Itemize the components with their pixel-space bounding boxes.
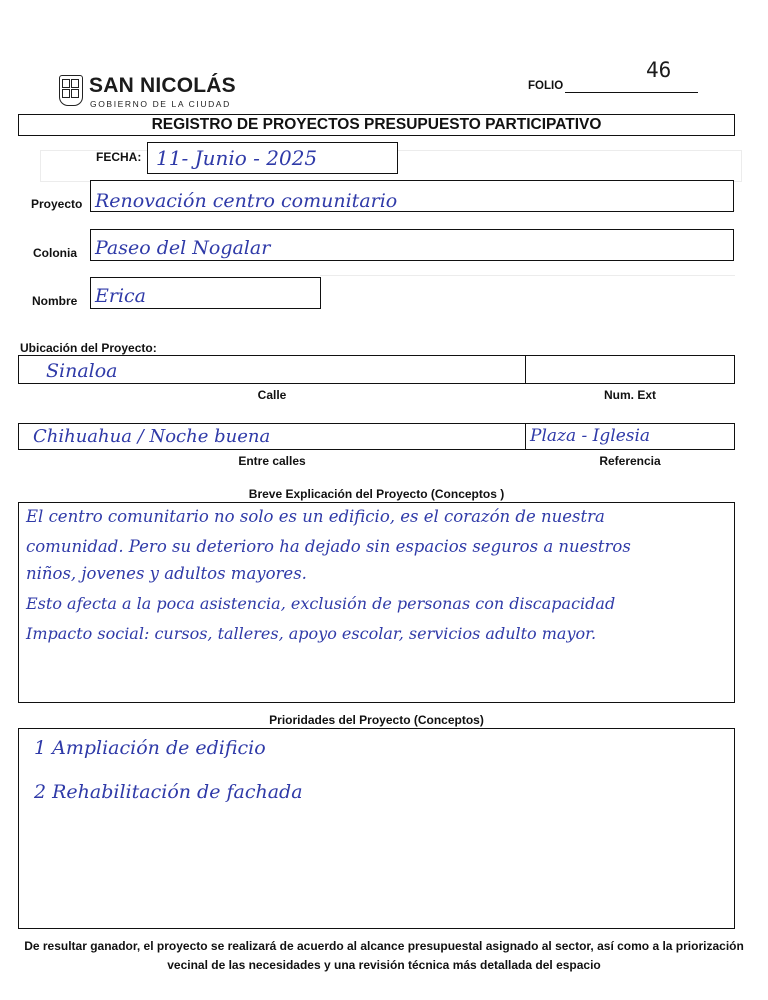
prioridad-item: 2 Rehabilitación de fachada (34, 781, 303, 803)
nombre-label: Nombre (32, 294, 78, 308)
calle-value: Sinaloa (46, 360, 118, 382)
colonia-value: Paseo del Nogalar (95, 237, 271, 259)
logo-subtitle: GOBIERNO DE LA CIUDAD (90, 99, 231, 109)
referencia-label: Referencia (599, 454, 661, 468)
folio-value: 46 (646, 58, 672, 82)
entre-calles-value: Chihuahua / Noche buena (33, 426, 271, 447)
city-shield-logo (59, 75, 83, 106)
num-ext-field[interactable] (525, 355, 735, 384)
folio-line (565, 92, 698, 93)
footer-line-2: vecinal de las necesidades y una revisión técnica más detallada del espacio (167, 958, 601, 972)
proyecto-value: Renovación centro comunitario (95, 190, 398, 212)
logo-title: SAN NICOLÁS (89, 74, 236, 97)
proyecto-label: Proyecto (31, 197, 83, 211)
nombre-value: Erica (95, 285, 146, 307)
bleed-through-text (320, 275, 735, 301)
fecha-label: FECHA: (96, 150, 142, 164)
referencia-value: Plaza - Iglesia (530, 426, 651, 446)
explicacion-line: niños, jovenes y adultos mayores. (26, 564, 307, 583)
ubicacion-title: Ubicación del Proyecto: (20, 341, 157, 355)
fecha-value: 11- Junio - 2025 (156, 146, 318, 170)
num-ext-label: Num. Ext (603, 388, 656, 402)
explicacion-line: Impacto social: cursos, talleres, apoyo escolar, servicios adulto mayor. (26, 624, 597, 643)
footer-line-1: De resultar ganador, el proyecto se realizará de acuerdo al alcance presupuestal asignado al sector, así como a la priorización (24, 939, 744, 953)
prioridades-title: Prioridades del Proyecto (Conceptos) (269, 713, 484, 727)
folio-label: FOLIO (528, 80, 564, 92)
prioridad-item: 1 Ampliación de edificio (34, 737, 266, 759)
entre-calles-label: Entre calles (238, 454, 306, 468)
colonia-label: Colonia (33, 246, 77, 260)
calle-label: Calle (257, 388, 287, 402)
form-title: REGISTRO DE PROYECTOS PRESUPUESTO PARTICIPATIVO (18, 114, 735, 136)
explicacion-line: comunidad. Pero su deterioro ha dejado sin espacios seguros a nuestros (26, 537, 631, 556)
explicacion-title: Breve Explicación del Proyecto (Conceptos ) (248, 487, 505, 501)
explicacion-line: Esto afecta a la poca asistencia, exclusión de personas con discapacidad (26, 594, 616, 613)
explicacion-line: El centro comunitario no solo es un edificio, es el corazón de nuestra (26, 507, 605, 526)
footer-disclaimer (20, 937, 748, 975)
